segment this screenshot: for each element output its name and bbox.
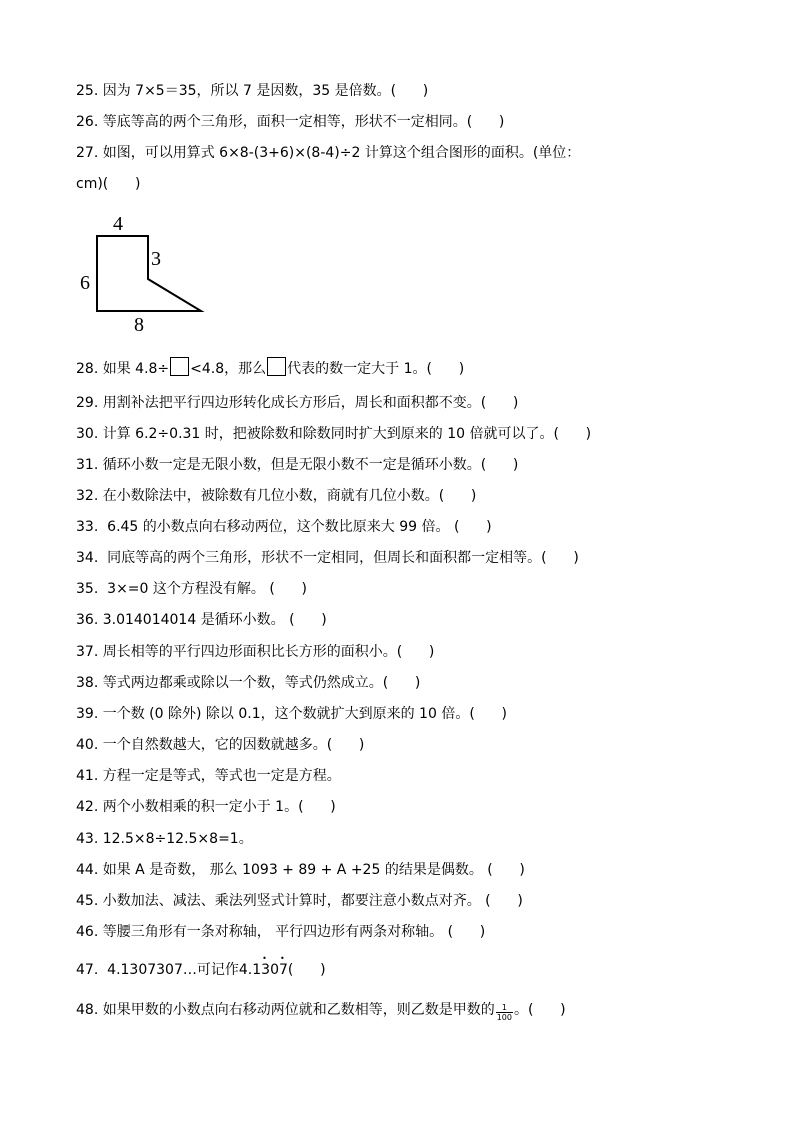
question-25: 25. 因为 7×5＝35，所以 7 是因数，35 是倍数。( )	[76, 83, 429, 99]
question-42: 42. 两个小数相乘的积一定小于 1。( )	[76, 799, 336, 815]
question-48	[76, 1000, 566, 1022]
fraction-denominator: 100	[496, 1013, 512, 1022]
q47-d2: 0	[270, 962, 279, 978]
question-30: 30. 计算 6.2÷0.31 时，把被除数和除数同时扩大到原来的 10 倍就可以了。( )	[76, 426, 592, 442]
question-37: 37. 周长相等的平行四边形面积比长方形的面积小。( )	[76, 644, 435, 660]
question-27-line1: 27. 如图，可以用算式 6×8-(3+6)×(8-4)÷2 计算这个组合图形的面积。(单位：	[76, 145, 581, 161]
q47-pre: 47. 4.1307307…可记作4.1	[76, 962, 262, 978]
q48-post: 。( )	[514, 1002, 566, 1018]
question-29: 29. 用割补法把平行四边形转化成长方形后，周长和面积都不变。( )	[76, 395, 519, 411]
q28-mid: <4.8，那么	[190, 361, 267, 377]
question-47	[76, 960, 326, 980]
question-39: 39. 一个数 (0 除外) 除以 0.1，这个数就扩大到原来的 10 倍。( )	[76, 706, 507, 722]
blank-box-2	[267, 357, 286, 376]
question-35: 35. 3×=0 这个方程没有解。 ( )	[76, 581, 307, 597]
label-top: 4	[113, 213, 123, 235]
question-27-line2: cm)( )	[76, 176, 141, 192]
question-33: 33. 6.45 的小数点向右移动两位，这个数比原来大 99 倍。 ( )	[76, 519, 492, 535]
question-40: 40. 一个自然数越大，它的因数就越多。( )	[76, 737, 365, 753]
repeat-digit-7: • 7	[279, 960, 288, 980]
q48-pre: 48. 如果甲数的小数点向右移动两位就和乙数相等，则乙数是甲数的	[76, 1002, 495, 1018]
question-34: 34. 同底等高的两个三角形，形状不一定相同，但周长和面积都一定相等。( )	[76, 550, 579, 566]
question-43: 43. 12.5×8÷12.5×8=1。	[76, 831, 253, 847]
blank-box-1	[170, 357, 189, 376]
figure-outline	[97, 236, 201, 311]
question-45: 45. 小数加法、减法、乘法列竖式计算时，都要注意小数点对齐。 ( )	[76, 893, 523, 909]
fraction-numerator: 1	[496, 1003, 513, 1013]
question-44: 44. 如果 A 是奇数， 那么 1093 + 89 + A +25 的结果是偶数。 ( )	[76, 862, 525, 878]
repeat-digit-3: • 3	[261, 960, 270, 980]
q47-post: ( )	[287, 962, 326, 978]
label-right: 3	[151, 248, 161, 270]
label-left: 6	[80, 272, 90, 294]
question-32: 32. 在小数除法中，被除数有几位小数，商就有几位小数。( )	[76, 488, 477, 504]
composite-figure	[76, 205, 216, 335]
question-31: 31. 循环小数一定是无限小数，但是无限小数不一定是循环小数。( )	[76, 457, 519, 473]
q28-pre: 28. 如果 4.8÷	[76, 361, 170, 377]
fraction	[496, 1003, 513, 1022]
label-bottom: 8	[134, 314, 144, 335]
question-26: 26. 等底等高的两个三角形，面积一定相等，形状不一定相同。( )	[76, 114, 505, 130]
q28-post: 代表的数一定大于 1。( )	[287, 361, 465, 377]
question-41: 41. 方程一定是等式，等式也一定是方程。	[76, 768, 341, 784]
question-38: 38. 等式两边都乘或除以一个数，等式仍然成立。( )	[76, 675, 421, 691]
question-46: 46. 等腰三角形有一条对称轴， 平行四边形有两条对称轴。 ( )	[76, 924, 486, 940]
question-28	[76, 357, 464, 379]
question-36: 36. 3.014014014 是循环小数。 ( )	[76, 612, 327, 628]
